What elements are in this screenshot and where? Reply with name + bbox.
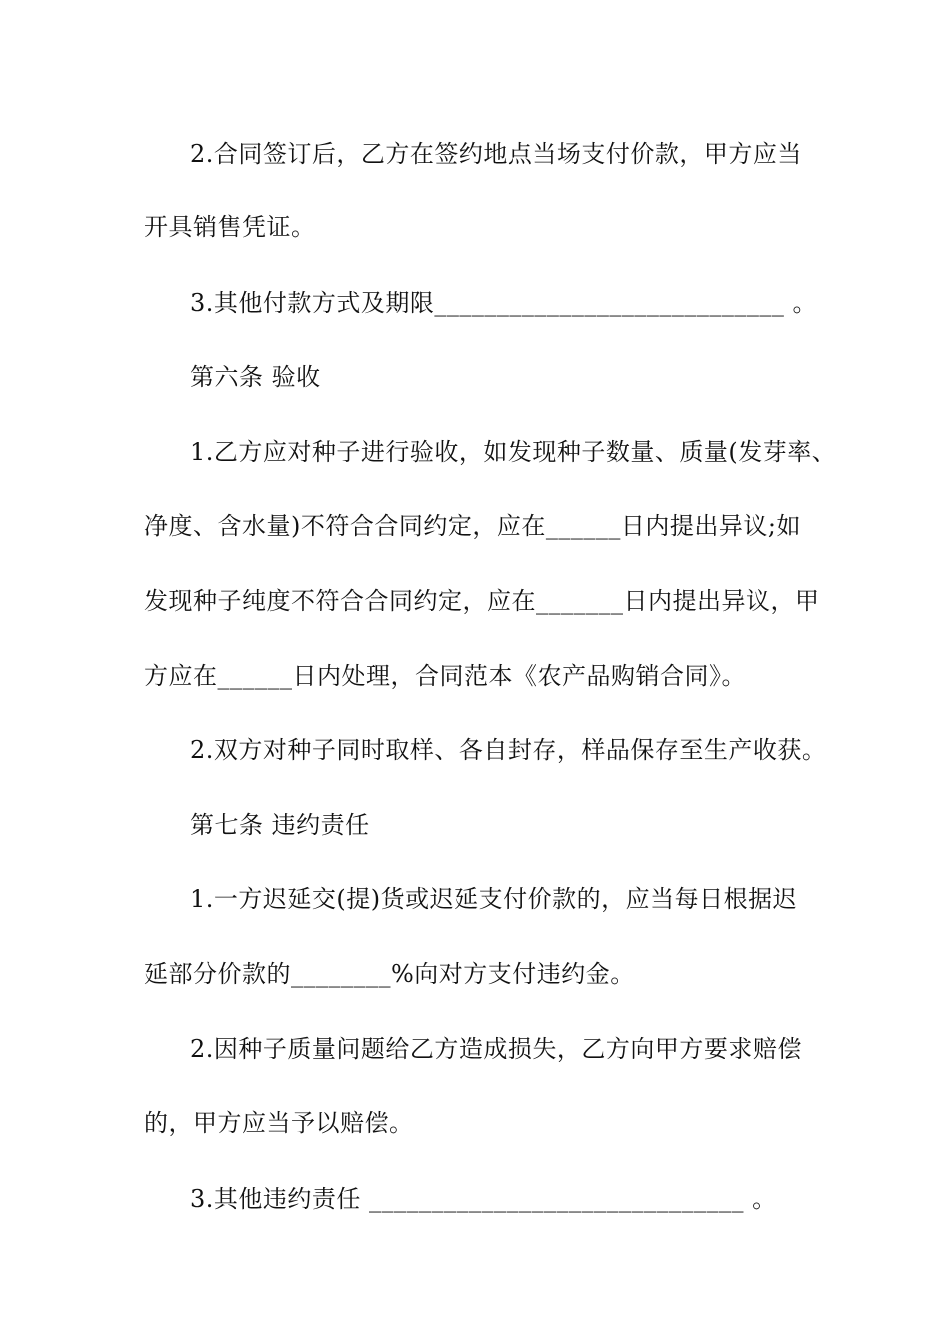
clause-6-item-1-line-4: 方应在______日内处理，合同范本《农产品购销合同》。 [144,662,746,690]
clause-6-item-2: 2.双方对种子同时取样、各自封存，样品保存至生产收获。 [190,736,827,764]
clause-7-item-2-line-1: 2.因种子质量问题给乙方造成损失，乙方向甲方要求赔偿 [190,1035,802,1063]
clause-5-item-2-line-1: 2.合同签订后，乙方在签约地点当场支付价款，甲方应当 [190,140,802,168]
article-7-heading: 第七条 违约责任 [190,811,370,839]
clause-5-item-3: 3.其他付款方式及期限____________________________ 。 [190,289,818,317]
clause-6-item-1-line-1: 1.乙方应对种子进行验收，如发现种子数量、质量(发芽率、 [190,438,837,466]
article-6-heading: 第六条 验收 [190,363,321,391]
clause-7-item-2-line-2: 的，甲方应当予以赔偿。 [144,1109,414,1137]
clause-6-item-1-line-2: 净度、含水量)不符合合同约定，应在______日内提出异议;如 [144,512,801,540]
clause-7-item-1-line-2: 延部分价款的________%向对方支付违约金。 [144,960,635,988]
clause-7-item-1-line-1: 1.一方迟延交(提)货或迟延支付价款的，应当每日根据迟 [190,885,798,913]
clause-7-item-3: 3.其他违约责任 ______________________________ 。 [190,1185,777,1213]
clause-5-item-2-line-2: 开具销售凭证。 [144,213,316,241]
clause-6-item-1-line-3: 发现种子纯度不符合合同约定，应在_______日内提出异议，甲 [144,587,820,615]
